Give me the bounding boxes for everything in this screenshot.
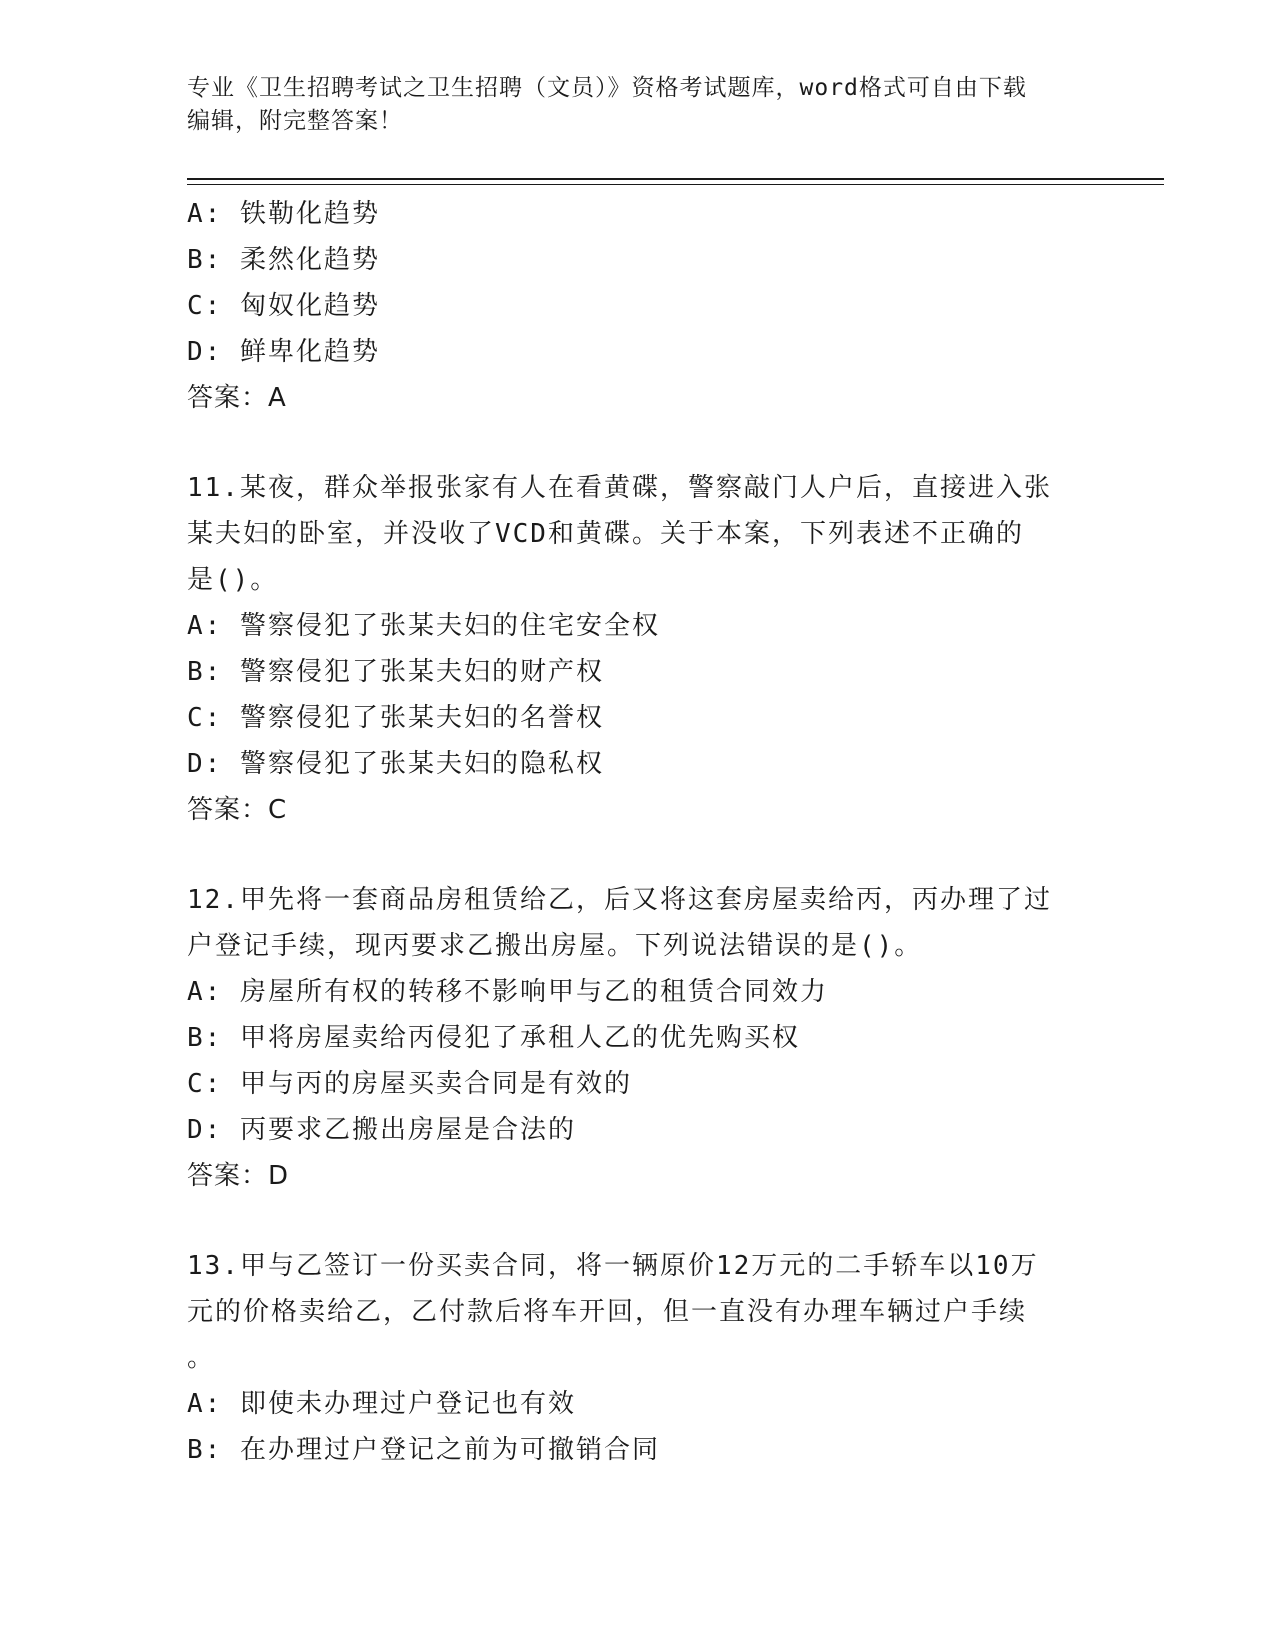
option-a: A: 铁勒化趋势 [187,199,380,229]
question-stem-line: 户登记手续，现丙要求乙搬出房屋。下列说法错误的是()。 [187,931,923,961]
option-d: D: 警察侵犯了张某夫妇的隐私权 [187,749,604,779]
option-c: C: 警察侵犯了张某夫妇的名誉权 [187,703,604,733]
option-a: A: 警察侵犯了张某夫妇的住宅安全权 [187,611,660,641]
question-stem-line: 13.甲与乙签订一份买卖合同，将一辆原价12万元的二手轿车以10万 [187,1251,1039,1281]
question-10 [187,191,1087,421]
answer-line: 答案：C [187,795,288,825]
header-line-1: 专业《卫生招聘考试之卫生招聘（文员）》资格考试题库，word格式可自由下载 [187,75,1027,101]
spacer [187,421,1087,465]
spacer [187,1199,1087,1243]
header-divider-thick [187,178,1164,180]
document-header [187,72,1087,138]
option-d: D: 丙要求乙搬出房屋是合法的 [187,1115,576,1145]
header-line-2: 编辑，附完整答案！ [187,108,403,134]
option-c: C: 甲与丙的房屋买卖合同是有效的 [187,1069,632,1099]
option-a: A: 即使未办理过户登记也有效 [187,1389,576,1419]
question-stem-line: 是()。 [187,565,279,595]
option-c: C: 匈奴化趋势 [187,291,380,321]
question-stem-line: 元的价格卖给乙，乙付款后将车开回，但一直没有办理车辆过户手续 [187,1297,1028,1327]
question-stem-line: 12.甲先将一套商品房租赁给乙，后又将这套房屋卖给丙，丙办理了过 [187,885,1052,915]
answer-line: 答案：D [187,1161,290,1191]
answer-line: 答案：A [187,383,287,413]
option-b: B: 柔然化趋势 [187,245,380,275]
question-list [187,191,1087,1473]
question-13 [187,1243,1087,1473]
option-b: B: 甲将房屋卖给丙侵犯了承租人乙的优先购买权 [187,1023,800,1053]
option-a: A: 房屋所有权的转移不影响甲与乙的租赁合同效力 [187,977,828,1007]
question-12 [187,877,1087,1199]
option-b: B: 警察侵犯了张某夫妇的财产权 [187,657,604,687]
question-stem-line: 11.某夜，群众举报张家有人在看黄碟，警察敲门人户后，直接进入张 [187,473,1052,503]
spacer [187,833,1087,877]
question-stem-line: 某夫妇的卧室，并没收了VCD和黄碟。关于本案，下列表述不正确的 [187,519,1024,549]
question-stem-line: 。 [187,1343,216,1373]
option-d: D: 鲜卑化趋势 [187,337,380,367]
option-b: B: 在办理过户登记之前为可撤销合同 [187,1435,660,1465]
header-divider-thin [187,184,1164,185]
question-11 [187,465,1087,833]
